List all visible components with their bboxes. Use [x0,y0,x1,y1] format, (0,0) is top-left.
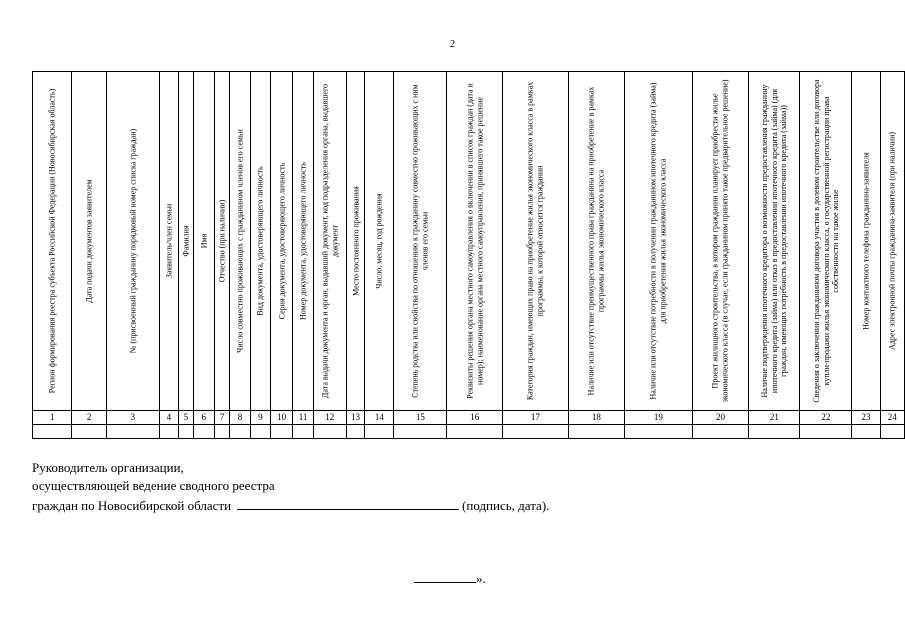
empty-cell [106,425,159,439]
column-header-text: № (присвоенный гражданину порядковый номер списка граждан) [128,128,138,354]
column-header-18 [568,72,625,411]
column-header-text: Адрес электронной почты гражданина-заявителя (при наличии) [887,131,897,351]
column-header-text: Степень родства или свойства по отношению к гражданину совместно проживающих с ним членов его семьи [410,84,430,398]
column-header-21 [749,72,800,411]
signature-line-1: Руководитель организации, [32,460,184,475]
signature-line-2: осуществляющей ведение сводного реестра [32,478,275,493]
empty-cell [880,425,905,439]
column-header-1 [33,72,72,411]
column-header-text: Номер документа, удостоверяющего личность [298,162,308,320]
column-header-7 [214,72,230,411]
empty-cell [72,425,107,439]
column-number-24: 24 [880,411,905,425]
column-header-11 [293,72,313,411]
column-number-14: 14 [365,411,394,425]
column-header-16 [447,72,503,411]
column-number-8: 8 [230,411,250,425]
column-number-5: 5 [179,411,194,425]
column-header-2 [72,72,107,411]
column-header-text: Вид документа, удостоверяющего личность [255,166,265,316]
signature-line-3 [32,495,549,515]
signature-line-3-prefix: граждан по Новосибирской области [32,498,232,513]
closing-quote: ». [476,571,486,586]
empty-cell [365,425,394,439]
page-number: 2 [450,39,455,50]
column-header-14 [365,72,394,411]
column-header-10 [270,72,292,411]
column-header-text: Реквизиты решения органа местного самоуправления о включении в список граждан (дата и номер); наименование органа местного самоуправления, принявшего такое решение [465,83,484,399]
column-number-11: 11 [293,411,313,425]
column-header-4 [159,72,178,411]
column-header-19 [625,72,692,411]
column-number-row [33,411,905,425]
column-header-text: Сведения о заключении гражданином договора участия в долевом строительстве или договора купли-продажи жилья экономического класса, о государственной регистрации права собственности на такое жилье [811,79,840,403]
column-header-5 [179,72,194,411]
column-number-15: 15 [394,411,447,425]
column-header-13 [346,72,365,411]
column-number-21: 21 [749,411,800,425]
column-header-15 [394,72,447,411]
column-number-3: 3 [106,411,159,425]
column-number-2: 2 [72,411,107,425]
signature-block [32,459,549,515]
column-header-24 [880,72,905,411]
column-header-text: Число совместно проживающих с гражданином членов его семьи [235,129,245,353]
column-header-9 [250,72,270,411]
column-header-17 [503,72,568,411]
closing-mark [414,569,486,587]
empty-cell [625,425,692,439]
column-number-9: 9 [250,411,270,425]
column-header-text: Наличие или отсутствие потребности в получении гражданином ипотечного кредита (займа) для приобретения жилья экономического класса [648,82,668,400]
empty-data-row [33,425,905,439]
column-header-text: Проект жилищного строительства, в котором гражданин планирует приобрести жилье экономического класса (в случае, если гражданином принято такое предварительное решение) [710,79,730,403]
column-number-19: 19 [625,411,692,425]
column-header-6 [193,72,214,411]
column-header-text: Наличие подтверждения ипотечного кредитора о возможности предоставления гражданину ипотечного кредита (займа) или отказ в предоставлении ипотечного кредита (займа) (для граждан, имеющих потребность в предоставлении ипотечного кредита (займа)) [760,84,789,398]
empty-cell [447,425,503,439]
column-number-18: 18 [568,411,625,425]
column-number-13: 13 [346,411,365,425]
column-header-text: Заявитель/член семьи [164,203,174,279]
empty-cell [193,425,214,439]
signature-line-3-suffix: (подпись, дата). [462,498,550,513]
column-header-text: Место постоянного проживания [350,186,360,296]
empty-cell [800,425,852,439]
column-header-22 [800,72,852,411]
column-header-text: Имя [199,233,208,249]
column-number-17: 17 [503,411,568,425]
column-number-16: 16 [447,411,503,425]
empty-cell [749,425,800,439]
empty-cell [394,425,447,439]
column-header-text: Серия документа, удостоверяющего личность [276,162,286,320]
column-number-23: 23 [852,411,880,425]
column-header-23 [852,72,880,411]
empty-cell [179,425,194,439]
empty-cell [852,425,880,439]
column-header-20 [692,72,749,411]
column-header-text: Отчество (при наличии) [217,199,227,283]
column-number-7: 7 [214,411,230,425]
empty-cell [568,425,625,439]
column-number-10: 10 [270,411,292,425]
column-number-6: 6 [193,411,214,425]
registry-table [32,71,905,439]
empty-cell [230,425,250,439]
column-header-12 [313,72,346,411]
empty-cell [692,425,749,439]
column-header-text: Категория граждан, имеющих право на приобретение жилья экономического класса в рамках программы, к которой относится гражданин [525,81,545,401]
column-header-3 [106,72,159,411]
column-header-text: Наличие или отсутствие преимущественного права гражданина на приобретение в рамках программы жилья экономического класса [586,86,606,396]
table-header-row [33,72,905,411]
column-number-12: 12 [313,411,346,425]
column-header-text: Регион формирования реестра субъекта Российской Федерации (Новосибирская область) [47,88,57,394]
column-header-text: Число, месяц, год рождения [374,193,384,289]
empty-cell [33,425,72,439]
empty-cell [250,425,270,439]
column-number-20: 20 [692,411,749,425]
empty-cell [270,425,292,439]
empty-cell [503,425,568,439]
column-header-text: Номер контактного телефона гражданина-заявителя [861,152,871,330]
column-header-8 [230,72,250,411]
column-number-4: 4 [159,411,178,425]
empty-cell [159,425,178,439]
column-header-text: Дата подачи документов заявителем [84,179,94,303]
empty-cell [293,425,313,439]
empty-cell [214,425,230,439]
closing-blank-line [414,569,476,583]
signature-blank-line [237,495,459,510]
column-header-text: Фамилия [181,225,191,257]
empty-cell [346,425,365,439]
column-number-1: 1 [33,411,72,425]
column-header-text: Дата выдачи документа и орган, выдавший документ, код подразделения органа, выдавшего документ [320,83,339,399]
empty-cell [313,425,346,439]
column-number-22: 22 [800,411,852,425]
